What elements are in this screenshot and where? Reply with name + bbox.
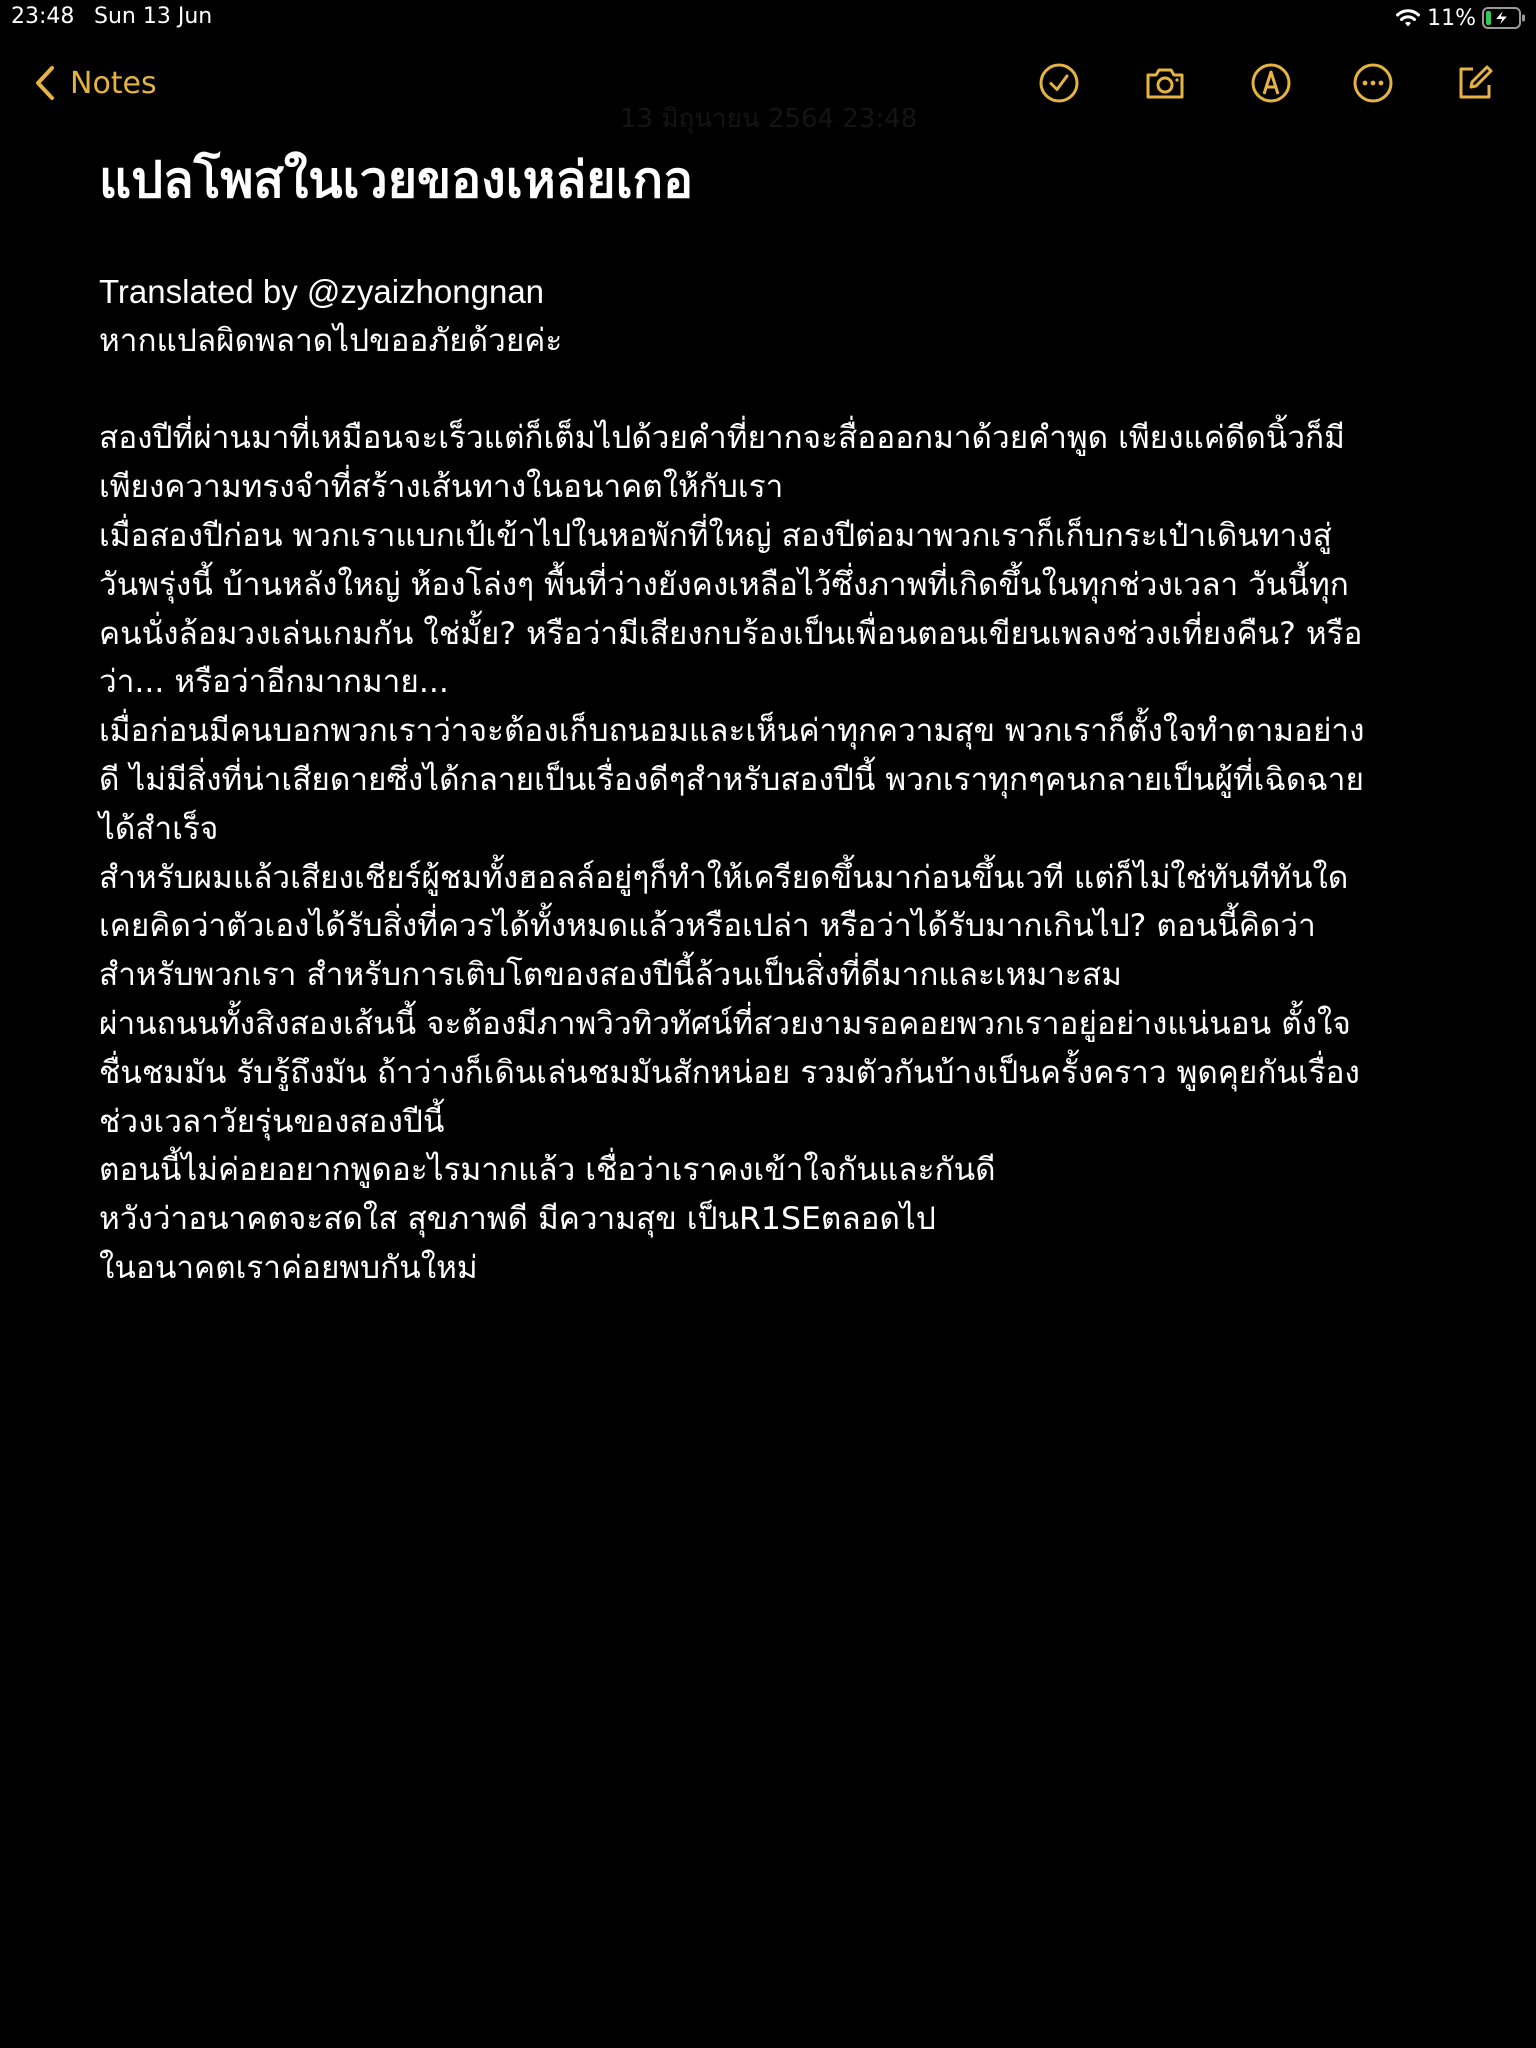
back-to-notes-button[interactable] xyxy=(34,60,157,106)
note-line: ผ่านถนนทั้งสิงสองเส้นนี้ จะต้องมีภาพวิวทิวทัศน์ที่สวยงามรอคอยพวกเราอยู่อย่างแน่นอน ตั้งใจ xyxy=(99,1005,1351,1042)
note-line: ได้สำเร็จ xyxy=(99,810,219,847)
note-line: ตอนนี้ไม่ค่อยอยากพูดอะไรมากแล้ว เชื่อว่าเราคงเข้าใจกันและกันดี xyxy=(99,1152,996,1189)
status-time: 23:48 xyxy=(11,4,75,29)
note-line: เพียงความทรงจำที่สร้างเส้นทางในอนาคตให้กับเรา xyxy=(99,469,784,506)
more-icon xyxy=(1351,61,1395,105)
compose-button[interactable] xyxy=(1450,58,1500,108)
markup-button[interactable] xyxy=(1246,58,1296,108)
note-line: สำหรับผมแล้วเสียงเชียร์ผู้ชมทั้งฮอลล์อยู่ๆก็ทำให้เครียดขึ้นมาก่อนขึ้นเวที แต่ก็ไม่ใช่ทันทีทันใด xyxy=(99,859,1349,896)
note-line: เคยคิดว่าตัวเองได้รับสิ่งที่ควรได้ทั้งหมดแล้วหรือเปล่า หรือว่าได้รับมากเกินไป? ตอนนี้คิดว่า xyxy=(99,908,1316,945)
note-line: หากแปลผิดพลาดไปขออภัยด้วยค่ะ xyxy=(99,322,563,359)
note-line: ช่วงเวลาวัยรุ่นของสองปีนี้ xyxy=(99,1103,445,1140)
note-toolbar xyxy=(0,50,1536,134)
chevron-left-icon xyxy=(34,65,56,101)
checklist-button[interactable] xyxy=(1034,58,1084,108)
note-line: ว่า... หรือว่าอีกมากมาย... xyxy=(99,664,449,701)
battery-percentage: 11% xyxy=(1427,5,1476,31)
markup-pen-icon xyxy=(1249,61,1293,105)
wifi-icon xyxy=(1395,7,1421,29)
checklist-icon xyxy=(1037,61,1081,105)
note-title: แปลโพสในเวยของเหล่ยเกอ xyxy=(99,151,693,209)
battery-charging-icon xyxy=(1482,6,1526,30)
note-line: ในอนาคตเราค่อยพบกันใหม่ xyxy=(99,1249,478,1286)
camera-button[interactable] xyxy=(1140,58,1190,108)
note-line: หวังว่าอนาคตจะสดใส สุขภาพดี มีความสุข เป็นR1SEตลอดไป xyxy=(99,1201,936,1238)
note-line: สองปีที่ผ่านมาที่เหมือนจะเร็วแต่ก็เต็มไปด้วยคำที่ยากจะสื่อออกมาด้วยคำพูด เพียงแค่ดีดนิ้วก็มี xyxy=(99,420,1345,457)
note-timestamp: 13 มิถุนายน 2564 23:48 xyxy=(620,104,918,134)
compose-icon xyxy=(1453,61,1497,105)
note-line: เมื่อก่อนมีคนบอกพวกเราว่าจะต้องเก็บถนอมและเห็นค่าทุกความสุข พวกเราก็ตั้งใจทำตามอย่าง xyxy=(99,713,1365,750)
note-line: เมื่อสองปีก่อน พวกเราแบกเป้เข้าไปในหอพักที่ใหญ่ สองปีต่อมาพวกเราก็เก็บกระเป๋าเดินทางสู่ xyxy=(99,517,1332,554)
camera-icon xyxy=(1143,61,1187,105)
note-body xyxy=(99,268,1439,1293)
note-editor[interactable] xyxy=(99,140,1439,1293)
note-line: สำหรับพวกเรา สำหรับการเติบโตของสองปีนี้ล้วนเป็นสิ่งที่ดีมากและเหมาะสม xyxy=(99,957,1122,994)
note-line: ดี ไม่มีสิ่งที่น่าเสียดายซึ่งได้กลายเป็นเรื่องดีๆสำหรับสองปีนี้ พวกเราทุกๆคนกลายเป็นผู้ที่เฉิดฉาย xyxy=(99,761,1364,798)
status-indicators xyxy=(1395,3,1526,33)
note-line xyxy=(99,366,1439,415)
note-line: ชื่นชมมัน รับรู้ถึงมัน ถ้าว่างก็เดินเล่นชมมันสักหน่อย รวมตัวกันบ้างเป็นครั้งคราว พูดคุยกันเรื่อง xyxy=(99,1054,1360,1091)
note-line: Translated by @zyaizhongnan xyxy=(99,273,545,310)
more-button[interactable] xyxy=(1348,58,1398,108)
back-label: Notes xyxy=(70,65,157,101)
status-date: Sun 13 Jun xyxy=(94,4,213,29)
note-line: วันพรุ่งนี้ บ้านหลังใหญ่ ห้องโล่งๆ พื้นที่ว่างยังคงเหลือไว้ซึ่งภาพที่เกิดขึ้นในทุกช่วงเวลา วันนี้ทุก xyxy=(99,566,1349,603)
status-bar xyxy=(0,0,1536,36)
note-line: คนนั่งล้อมวงเล่นเกมกัน ใช่มั้ย? หรือว่ามีเสียงกบร้องเป็นเพื่อนตอนเขียนเพลงช่วงเที่ยงคืน? หรือ xyxy=(99,615,1363,652)
